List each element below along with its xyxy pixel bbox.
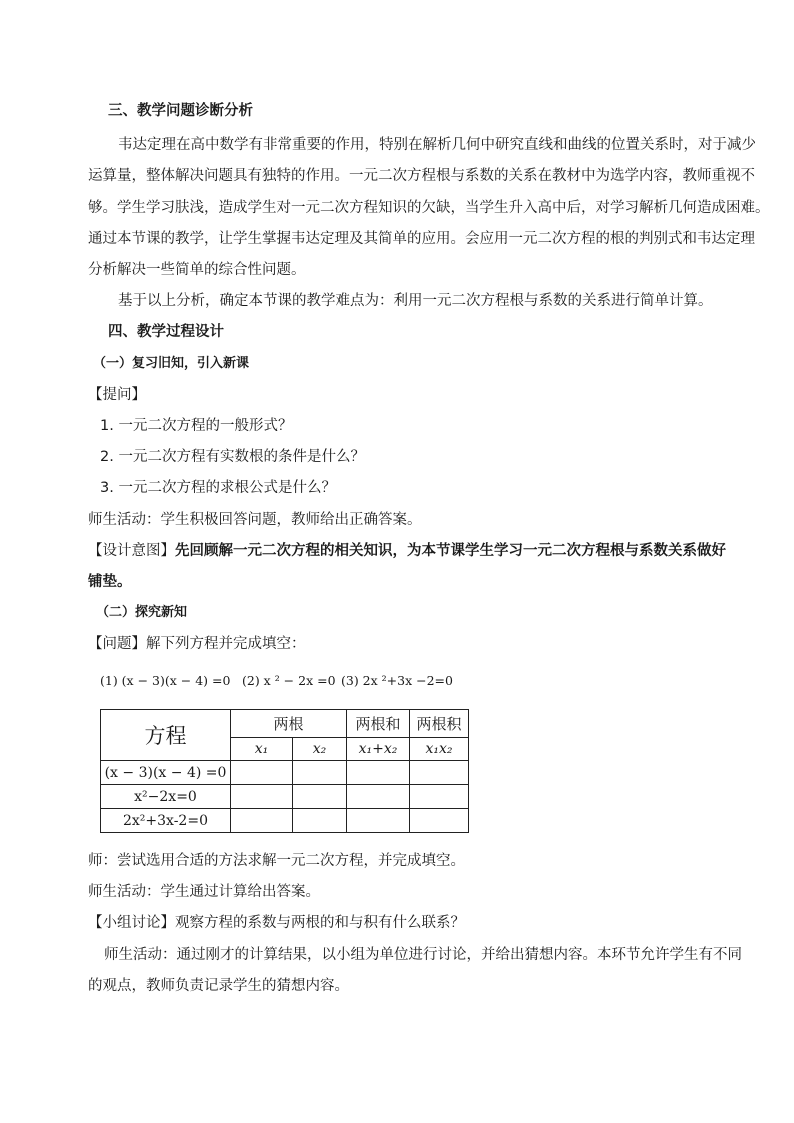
answer-cell[interactable] [293, 785, 347, 809]
ask-label: 【提问】 [88, 387, 146, 403]
table-row [101, 785, 469, 809]
activity-3-line-1: 师生活动：通过刚才的计算结果，以小组为单位进行讨论，并给出猜想内容。本环节允许学生有不同 [104, 947, 742, 963]
answer-cell[interactable] [231, 809, 293, 833]
teacher-line: 师：尝试选用合适的方法求解一元二次方程，并完成填空。 [88, 853, 465, 869]
activity-2: 师生活动：学生通过计算给出答案。 [88, 884, 320, 900]
header-root-product: 两根积 [410, 710, 469, 738]
group-discussion-text: 观察方程的系数与两根的和与积有什么联系？ [175, 915, 465, 931]
answer-cell[interactable] [410, 809, 469, 833]
header-two-roots: 两根 [231, 710, 347, 738]
equation-3: (3) 2x ²+3x −2=0 [341, 673, 453, 688]
equation-cell: (x − 3)(x − 4) =0 [101, 761, 231, 785]
equation-cell: x²−2x=0 [101, 785, 231, 809]
header-x2: x₂ [293, 738, 347, 761]
table-row [101, 761, 469, 785]
subsection-2-heading: （二）探究新知 [96, 605, 188, 620]
answer-cell[interactable] [410, 761, 469, 785]
design-intent-line-2: 铺垫。 [88, 574, 132, 590]
section4-heading: 四、教学过程设计 [108, 324, 224, 340]
para1-line-1: 韦达定理在高中数学有非常重要的作用，特别在解析几何中研究直线和曲线的位置关系时，对于减少 [118, 137, 756, 153]
header-equation: 方程 [101, 710, 231, 761]
table-row [101, 809, 469, 833]
design-intent-text: 先回顾解一元二次方程的相关知识，为本节课学生学习一元二次方程根与系数关系做好 [175, 543, 726, 559]
para2: 基于以上分析，确定本节课的教学难点为：利用一元二次方程根与系数的关系进行简单计算。 [118, 293, 713, 309]
header-sum-expression: x₁+x₂ [347, 738, 410, 761]
section3-heading: 三、教学问题诊断分析 [108, 103, 253, 119]
design-intent-label: 【设计意图】 [88, 543, 175, 559]
subsection-1-heading: （一）复习旧知，引入新课 [93, 356, 250, 371]
answer-cell[interactable] [410, 785, 469, 809]
question-1: 1. 一元二次方程的一般形式？ [100, 418, 293, 434]
para1-line-3: 够。学生学习肤浅，造成学生对一元二次方程知识的欠缺，当学生升入高中后，对学习解析几何造成困难。 [88, 200, 770, 216]
para1-line-2: 运算量，整体解决问题具有独特的作用。一元二次方程根与系数的关系在教材中为选学内容，教师重视不 [88, 168, 755, 184]
answer-cell[interactable] [231, 761, 293, 785]
activity-3-line-2: 的观点，教师负责记录学生的猜想内容。 [88, 978, 349, 994]
group-discussion-line [88, 913, 465, 933]
answer-cell[interactable] [347, 809, 410, 833]
question-2: 2. 一元二次方程有实数根的条件是什么？ [100, 449, 365, 465]
problem-line [88, 634, 306, 654]
group-discussion-label: 【小组讨论】 [88, 915, 175, 931]
header-x1: x₁ [231, 738, 293, 761]
equation-2: (2) x ² − 2x =0 [242, 673, 336, 688]
roots-table [100, 709, 469, 833]
answer-cell[interactable] [293, 809, 347, 833]
problem-text: 解下列方程并完成填空： [146, 636, 306, 652]
question-3: 3. 一元二次方程的求根公式是什么？ [100, 480, 336, 496]
header-product-expression: x₁x₂ [410, 738, 469, 761]
answer-cell[interactable] [293, 761, 347, 785]
answer-cell[interactable] [347, 761, 410, 785]
answer-cell[interactable] [231, 785, 293, 809]
header-root-sum: 两根和 [347, 710, 410, 738]
para1-line-5: 分析解决一些简单的综合性问题。 [88, 262, 306, 278]
design-intent-line-1 [88, 541, 726, 561]
answer-cell[interactable] [347, 785, 410, 809]
equation-1: (1) (x − 3)(x − 4) =0 [100, 673, 231, 688]
equation-cell: 2x²+3x-2=0 [101, 809, 231, 833]
activity-1: 师生活动：学生积极回答问题，教师给出正确答案。 [88, 512, 422, 528]
problem-label: 【问题】 [88, 636, 146, 652]
para1-line-4: 通过本节课的教学，让学生掌握韦达定理及其简单的应用。会应用一元二次方程的根的判别式和韦达定理 [88, 231, 755, 247]
